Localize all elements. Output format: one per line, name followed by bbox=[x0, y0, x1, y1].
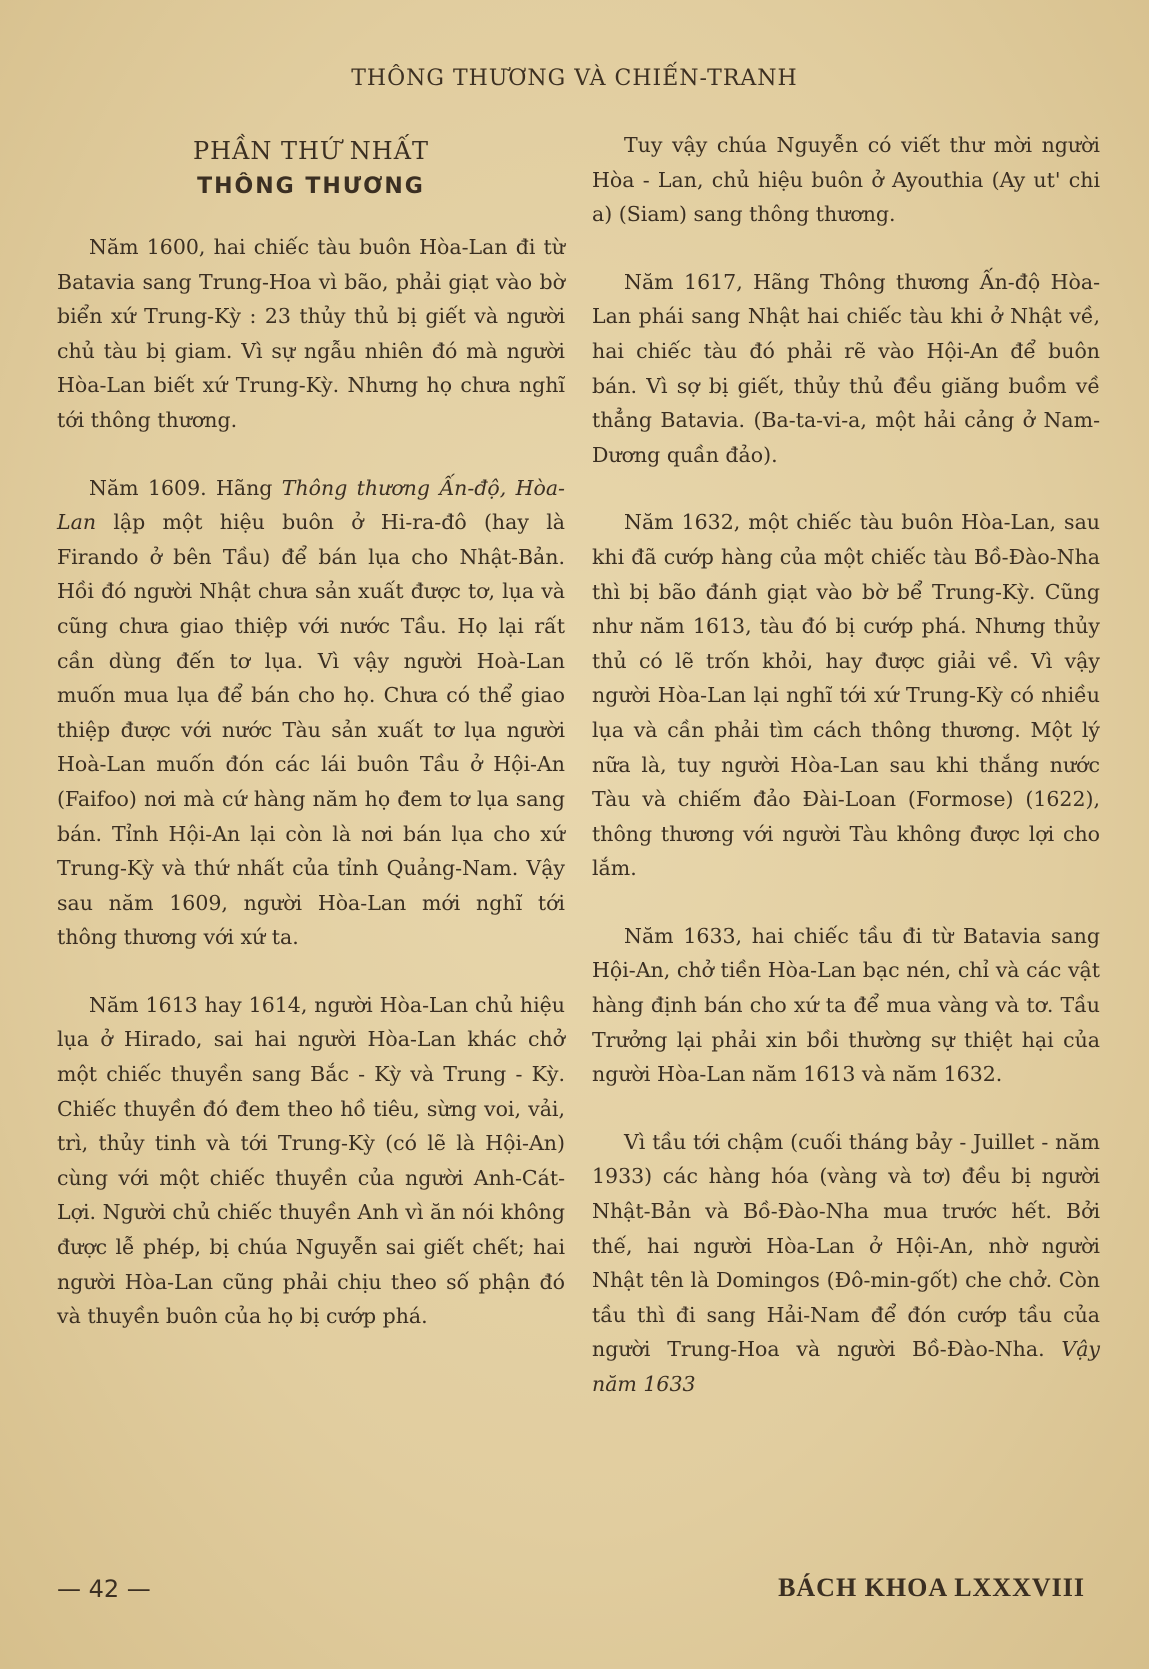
running-title: THÔNG THƯƠNG VÀ CHIẾN-TRANH bbox=[351, 66, 798, 91]
paragraph: Năm 1600, hai chiếc tàu buôn Hòa-Lan đi từ Batavia sang Trung-Hoa vì bão, phải giạt vào bờ biển xứ Trung-Kỳ : 23 thủy thủ bị giết và người chủ tàu bị giam. Vì sự ngẫu nhiên đó mà người Hòa-Lan biết xứ Trung-Kỳ. Nhưng họ chưa nghĩ tới thông thương. bbox=[57, 235, 565, 432]
paragraph: Năm 1632, một chiếc tàu buôn Hòa-Lan, sau khi đã cướp hàng của một chiếc tàu Bồ-Đào-Nha thì bị bão đánh giạt vào bờ bể Trung-Kỳ. Cũng như năm 1613, tàu đó bị cướp phá. Nhưng thủy thủ có lẽ trốn khỏi, hay được giải về. Vì vậy người Hòa-Lan lại nghĩ tới xứ Trung-Kỳ có nhiều lụa và cần phải tìm cách thông thương. Một lý nữa là, tuy người Hòa-Lan sau khi thắng nước Tàu và chiếm đảo Đài-Loan (Formose) (1622), thông thương với người Tàu không được lợi cho lắm. bbox=[592, 510, 1100, 881]
paragraph bbox=[57, 471, 565, 955]
paragraph-text: lập một hiệu buôn ở Hi-ra-đô (hay là Firando ở bên Tầu) để bán lụa cho Nhật-Bản. Hồi đó người Nhật chưa sản xuất được tơ, lụa và cũng chưa giao thiệp với nước Tầu. Họ lại rất cần dùng đến tơ lụa. Vì vậy người Hoà-Lan muốn mua lụa để bán cho họ. Chưa có thể giao thiệp được với nước Tàu sản xuất tơ lụa người Hoà-Lan muốn đón các lái buôn Tầu ở Hội-An (Faifoo) nơi mà cứ hàng năm họ đem tơ lụa sang bán. Tỉnh Hội-An lại còn là nơi bán lụa cho xứ Trung-Kỳ và thứ nhất của tỉnh Quảng-Nam. Vậy sau năm 1609, người Hòa-Lan mới nghĩ tới thông thương với xứ ta. bbox=[57, 510, 565, 950]
page-number: — 42 — bbox=[57, 1575, 151, 1603]
company-name-italic: Thông thương Ấn-độ, Hòa-Lan bbox=[57, 475, 565, 535]
paragraph-text: Vì tầu tới chậm (cuối tháng bảy - Juillet - năm 1933) các hàng hóa (vàng và tơ) đều bị người Nhật-Bản và Bồ-Đào-Nha mua trước hết. Bởi thế, hai người Hòa-Lan ở Hội-An, nhờ người Nhật tên là Domingos (Đô-min-gốt) che chở. Còn tầu thì đi sang Hải-Nam để đón cướp tầu của người Trung-Hoa và người Bồ-Đào-Nha. bbox=[592, 1129, 1100, 1362]
section-title: PHẦN THỨ NHẤT bbox=[192, 137, 430, 165]
paragraph: Tuy vậy chúa Nguyễn có viết thư mời người Hòa - Lan, chủ hiệu buôn ở Ayouthia (Ay ut' chi a) (Siam) sang thông thương. bbox=[592, 133, 1100, 227]
paragraph: Năm 1617, Hãng Thông thương Ấn-độ Hòa-Lan phái sang Nhật hai chiếc tàu khi ở Nhật về, hai chiếc tàu đó phải rẽ vào Hội-An để buôn bán. Vì sợ bị giết, thủy thủ đều giăng buồm về thẳng Batavia. (Ba-ta-vi-a, một hải cảng ở Nam-Dương quần đảo). bbox=[592, 269, 1100, 467]
paragraph bbox=[592, 1125, 1100, 1402]
paragraph: Năm 1613 hay 1614, người Hòa-Lan chủ hiệu lụa ở Hirado, sai hai người Hòa-Lan khác chở một chiếc thuyền sang Bắc - Kỳ và Trung - Kỳ. Chiếc thuyền đó đem theo hồ tiêu, sừng voi, vải, trì, thủy tinh và tới Trung-Kỳ (có lẽ là Hội-An) cùng với một chiếc thuyền của người Anh-Cát-Lợi. Người chủ chiếc thuyền Anh vì ăn nói không được lễ phép, bị chúa Nguyễn sai giết chết; hai người Hòa-Lan cũng phải chịu theo số phận đó và thuyền buôn của họ bị cướp phá. bbox=[57, 992, 565, 1329]
publication-name: BÁCH KHOA LXXXVIII bbox=[778, 1573, 1085, 1602]
paragraph: Năm 1633, hai chiếc tầu đi từ Batavia sang Hội-An, chở tiền Hòa-Lan bạc nén, chỉ và các vật hàng định bán cho xứ ta để mua vàng và tơ. Tầu Trưởng lại phải xin bồi thường sự thiệt hại của người Hòa-Lan năm 1613 và năm 1632. bbox=[592, 923, 1100, 1087]
left-column bbox=[57, 128, 565, 1367]
paragraph-italic-tail: Vậy năm 1633 bbox=[592, 1337, 1100, 1396]
right-column bbox=[592, 128, 1100, 1435]
paragraph-text: Năm 1609. Hãng bbox=[89, 475, 282, 500]
section-subtitle: THÔNG THƯƠNG bbox=[197, 174, 425, 199]
